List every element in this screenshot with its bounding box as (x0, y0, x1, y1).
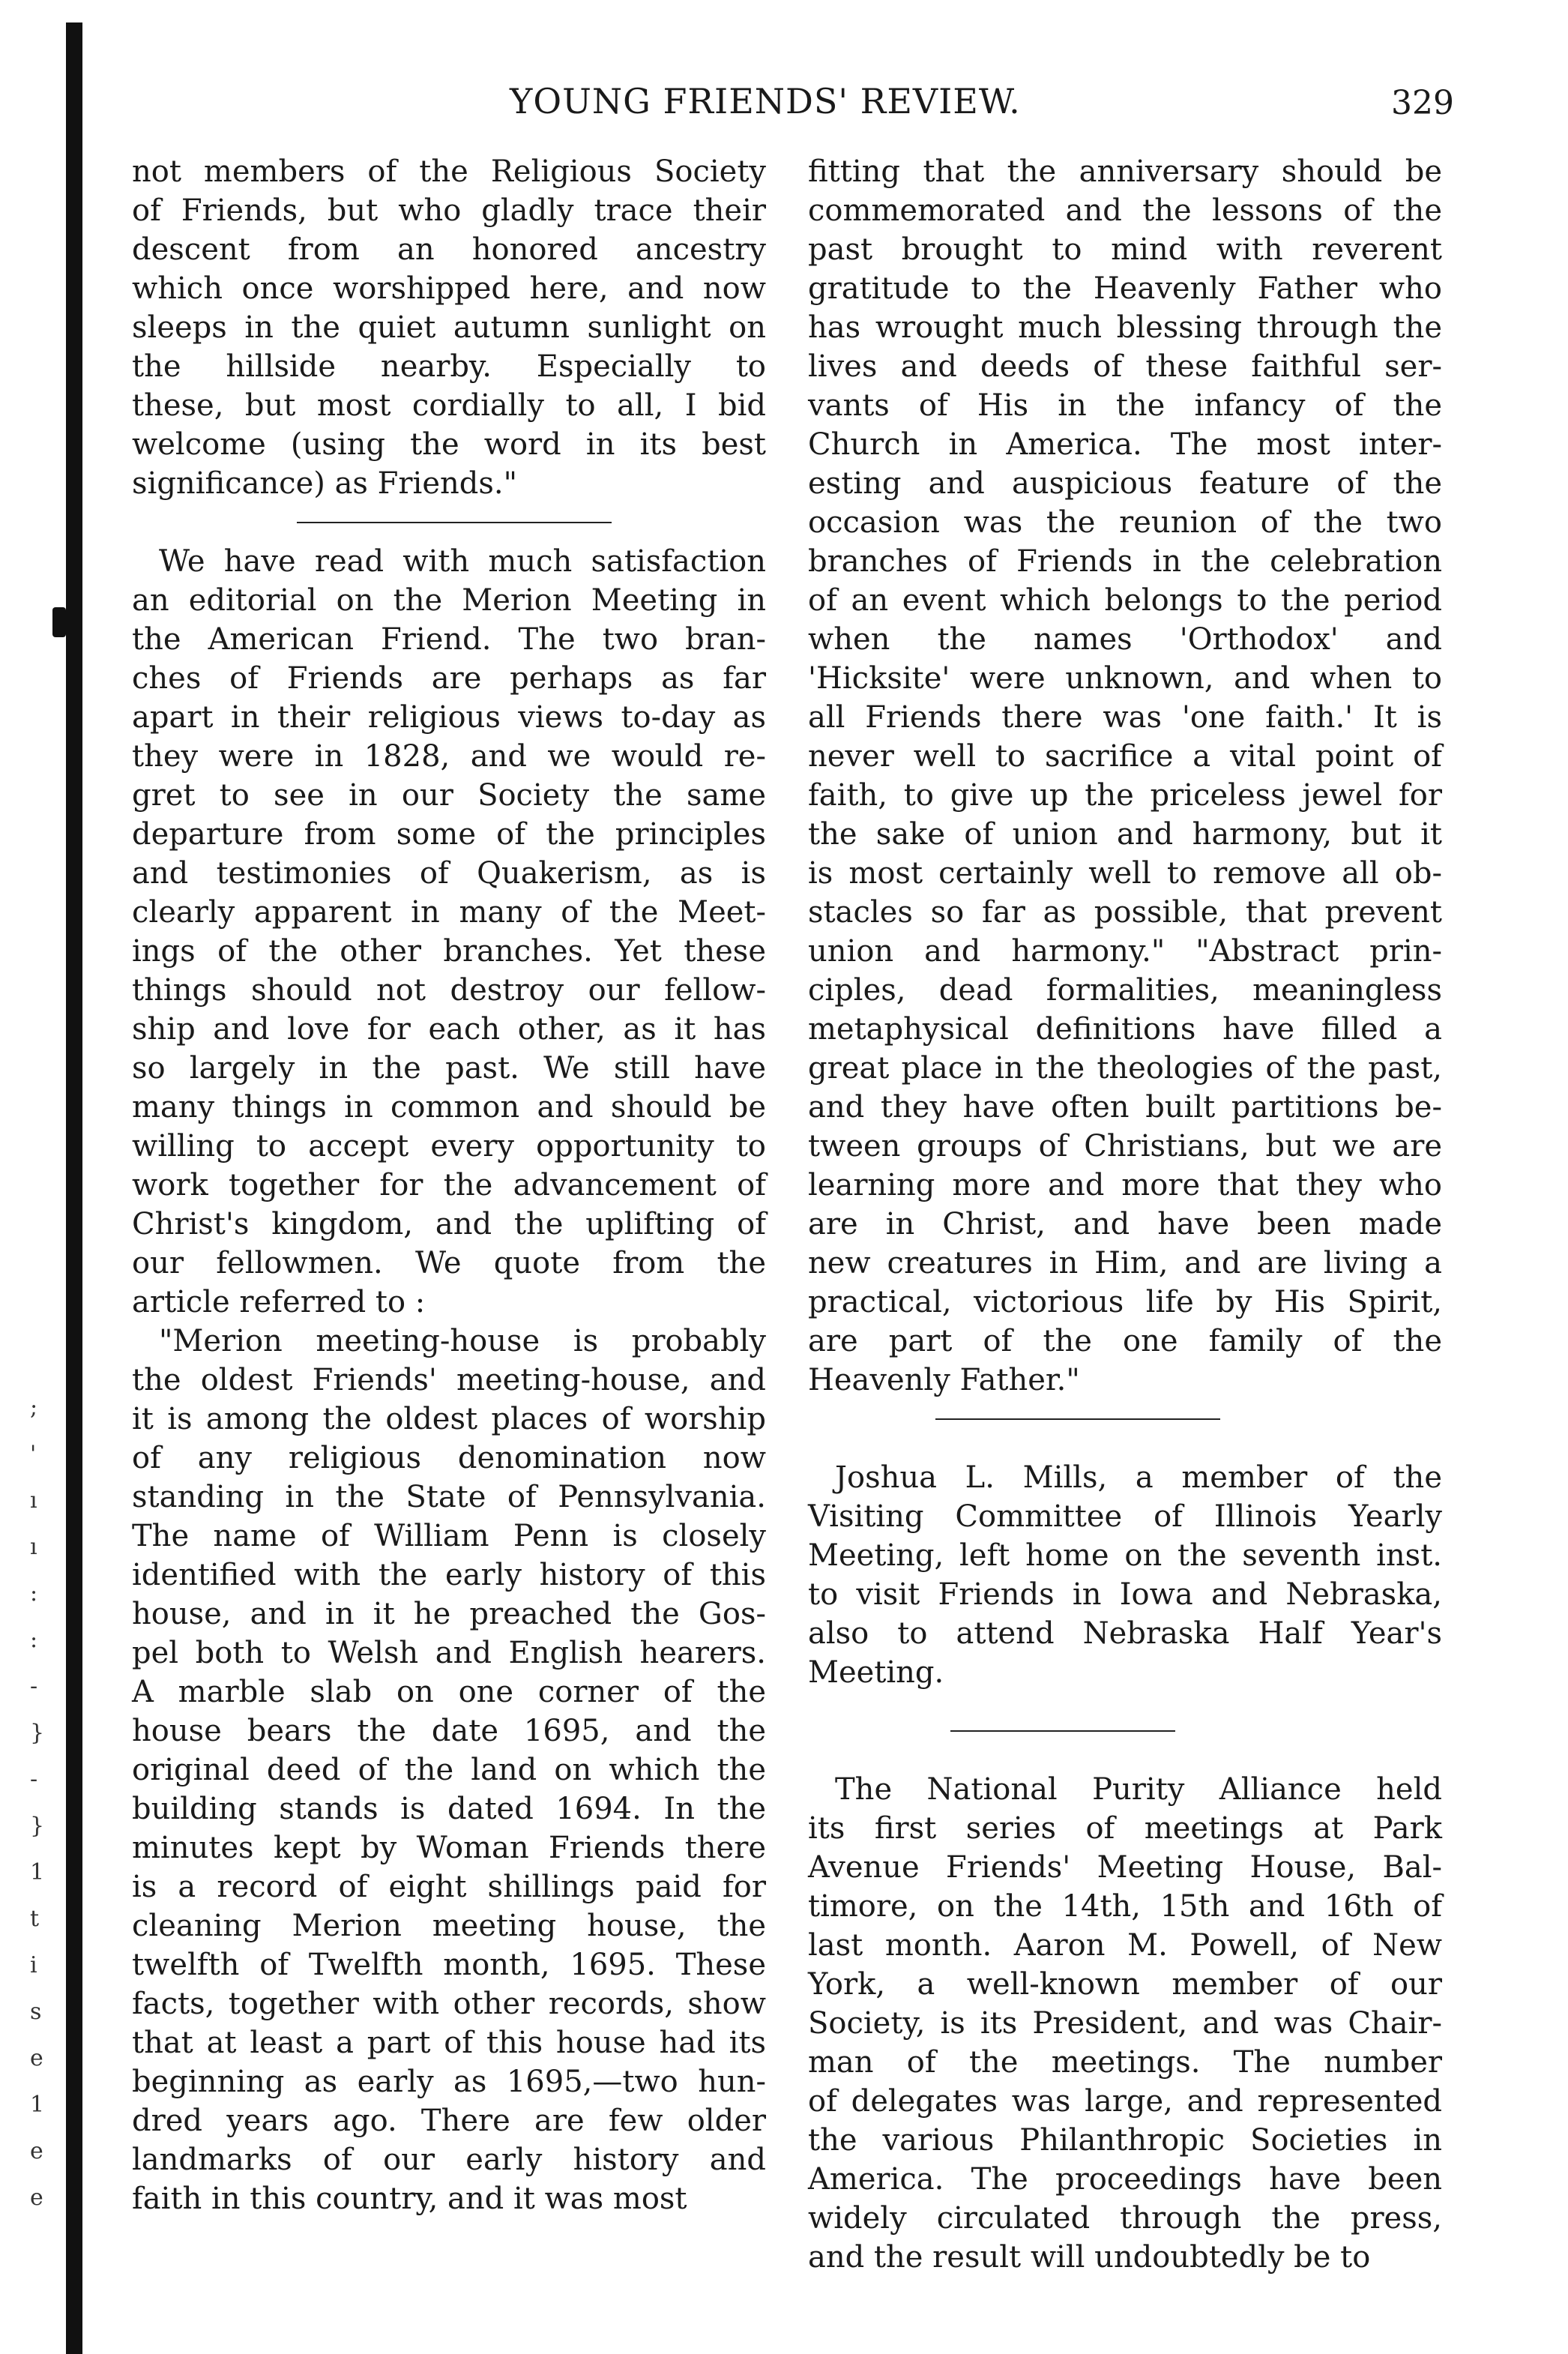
paragraph-merion-editorial (132, 542, 766, 1322)
text-line: ship and love for each other, as it has (132, 1012, 766, 1047)
text-line: the hillside nearby. Especially to (132, 349, 766, 384)
paragraph-purity-alliance (808, 1770, 1442, 2277)
text-line: minutes kept by Woman Friends there (132, 1831, 766, 1865)
running-head-title: YOUNG FRIENDS' REVIEW. (510, 81, 1021, 121)
text-line: of any religious denomination now (132, 1441, 766, 1475)
paragraph-merion-quote (132, 1322, 766, 2218)
text-line: many things in common and should be (132, 1090, 766, 1125)
text-line: house, and in it he preached the Gos- (132, 1597, 766, 1631)
text-line: Church in America. The most inter- (808, 427, 1442, 462)
text-line: the various Philanthropic Societies in (808, 2123, 1442, 2158)
text-line: pel both to Welsh and English hearers. (132, 1636, 766, 1670)
text-line: America. The proceedings have been (808, 2162, 1442, 2197)
section-rule (132, 503, 766, 542)
paragraph-joshua-mills (808, 1458, 1442, 1692)
text-line: our fellowmen. We quote from the (132, 1246, 766, 1280)
text-line: Christ's kingdom, and the uplifting of (132, 1207, 766, 1241)
text-line: dred years ago. There are few older (132, 2104, 766, 2138)
text-line: the oldest Friends' meeting-house, and (132, 1363, 766, 1397)
text-line: never well to sacrifice a vital point of (808, 739, 1442, 774)
text-line: so largely in the past. We still have (132, 1051, 766, 1086)
text-line: Avenue Friends' Meeting House, Bal- (808, 1850, 1442, 1885)
text-line: stacles so far as possible, that prevent (808, 895, 1442, 930)
text-line: York, a well-known member of our (808, 1967, 1442, 2002)
text-line: of Friends, but who gladly trace their (132, 193, 766, 228)
text-line: of an event which belongs to the period (808, 583, 1442, 618)
text-line: past brought to mind with reverent (808, 232, 1442, 267)
text-line: they were in 1828, and we would re- (132, 739, 766, 774)
margin-mark: - (30, 1766, 38, 1792)
text-line: union and harmony." "Abstract prin- (808, 934, 1442, 969)
text-line: Meeting. (808, 1655, 944, 1690)
text-line: gratitude to the Heavenly Father who (808, 271, 1442, 306)
text-line: all Friends there was 'one faith.' It is (808, 700, 1442, 735)
text-line: 'Hicksite' were unknown, and when to (808, 661, 1442, 696)
text-line: it is among the oldest places of worship (132, 1402, 766, 1436)
text-line: commemorated and the lessons of the (808, 193, 1442, 228)
text-line: occasion was the reunion of the two (808, 505, 1442, 540)
margin-mark: : (30, 1627, 38, 1653)
text-line: are in Christ, and have been made (808, 1207, 1442, 1241)
text-line: landmarks of our early history and (132, 2143, 766, 2177)
text-line: willing to accept every opportunity to (132, 1129, 766, 1164)
margin-mark: ı (30, 1487, 37, 1514)
text-line: fitting that the anniversary should be (808, 154, 1442, 189)
text-line: Heavenly Father." (808, 1363, 1080, 1397)
text-line: lives and deeds of these faithful ser- (808, 349, 1442, 384)
text-line: also to attend Nebraska Half Year's (808, 1616, 1442, 1651)
binding-notch (52, 607, 66, 637)
text-line: timore, on the 14th, 15th and 16th of (808, 1889, 1442, 1924)
margin-mark: : (30, 1580, 38, 1607)
text-line: facts, together with other records, show (132, 1987, 766, 2021)
text-line: vants of His in the infancy of the (808, 388, 1442, 423)
text-line: work together for the advancement of (132, 1168, 766, 1202)
text-line: cleaning Merion meeting house, the (132, 1909, 766, 1943)
margin-mark: ı (30, 1534, 37, 1560)
text-line: original deed of the land on which the (132, 1753, 766, 1787)
text-line: Joshua L. Mills, a member of the (835, 1460, 1442, 1495)
text-line: the American Friend. The two bran- (132, 622, 766, 657)
text-line: things should not destroy our fellow- (132, 973, 766, 1008)
text-line: gret to see in our Society the same (132, 778, 766, 813)
text-line: standing in the State of Pennsylvania. (132, 1480, 766, 1514)
section-rule (808, 1400, 1442, 1439)
text-line: building stands is dated 1694. In the (132, 1792, 766, 1826)
text-line: A marble slab on one corner of the (132, 1675, 766, 1709)
text-line: twelfth of Twelfth month, 1695. These (132, 1948, 766, 1982)
text-line: ches of Friends are perhaps as far (132, 661, 766, 696)
text-line: significance) as Friends." (132, 466, 518, 501)
page-number: 329 (1391, 84, 1454, 122)
margin-mark: 1 (30, 1859, 45, 1885)
text-line: clearly apparent in many of the Meet- (132, 895, 766, 930)
text-line: and they have often built partitions be- (808, 1090, 1442, 1125)
text-line: descent from an honored ancestry (132, 232, 766, 267)
running-head (0, 81, 1568, 126)
text-line: new creatures in Him, and are living a (808, 1246, 1442, 1280)
text-line: branches of Friends in the celebration (808, 544, 1442, 579)
text-line: welcome (using the word in its best (132, 427, 766, 462)
text-line: of delegates was large, and represented (808, 2084, 1442, 2119)
text-line: is a record of eight shillings paid for (132, 1870, 766, 1904)
paragraph-anniversary (808, 152, 1442, 1400)
margin-mark: t (30, 1906, 40, 1932)
text-line: to visit Friends in Iowa and Nebraska, (808, 1577, 1442, 1612)
text-line: has wrought much blessing through the (808, 310, 1442, 345)
margin-mark: s (30, 1999, 42, 2025)
text-line: apart in their religious views to-day as (132, 700, 766, 735)
text-line: tween groups of Christians, but we are (808, 1129, 1442, 1164)
text-line: not members of the Religious Society (132, 154, 766, 189)
text-line: article referred to : (132, 1285, 426, 1319)
text-line: great place in the theologies of the past, (808, 1051, 1442, 1086)
text-line: that at least a part of this house had its (132, 2026, 766, 2060)
margin-mark: 1 (30, 2092, 45, 2118)
text-line: sleeps in the quiet autumn sunlight on (132, 310, 766, 345)
text-line: esting and auspicious feature of the (808, 466, 1442, 501)
margin-mark: e (30, 2185, 43, 2211)
right-column (808, 152, 1442, 2277)
text-line: the sake of union and harmony, but it (808, 817, 1442, 852)
margin-mark: i (30, 1952, 37, 1978)
text-line: We have read with much satisfaction (159, 544, 766, 579)
text-line: house bears the date 1695, and the (132, 1714, 766, 1748)
text-line: learning more and more that they who (808, 1168, 1442, 1202)
text-line: and the result will undoubtedly be to (808, 2240, 1371, 2275)
left-column (132, 152, 766, 2218)
margin-mark: ; (30, 1394, 38, 1421)
text-line: which once worshipped here, and now (132, 271, 766, 306)
text-line: "Merion meeting-house is probably (159, 1324, 766, 1358)
paragraph-welcome-close (132, 152, 766, 503)
text-line: an editorial on the Merion Meeting in (132, 583, 766, 618)
text-line: is most certainly well to remove all ob- (808, 856, 1442, 891)
text-line: Society, is its President, and was Chair- (808, 2006, 1442, 2041)
margin-mark: } (30, 1813, 45, 1839)
margin-mark: } (30, 1720, 45, 1746)
text-line: beginning as early as 1695,—two hun- (132, 2065, 766, 2099)
text-line: identified with the early history of this (132, 1558, 766, 1592)
text-line: ings of the other branches. Yet these (132, 934, 766, 969)
text-line: Visiting Committee of Illinois Yearly (808, 1499, 1442, 1534)
section-rule (808, 1712, 1442, 1751)
text-line: these, but most cordially to all, I bid (132, 388, 766, 423)
margin-mark: e (30, 2045, 43, 2071)
text-line: ciples, dead formalities, meaningless (808, 973, 1442, 1008)
text-line: practical, victorious life by His Spirit, (808, 1285, 1442, 1319)
text-line: Meeting, left home on the seventh inst. (808, 1538, 1442, 1573)
text-line: The name of William Penn is closely (132, 1519, 766, 1553)
text-line: metaphysical definitions have filled a (808, 1012, 1442, 1047)
text-line: when the names 'Orthodox' and (808, 622, 1442, 657)
text-line: last month. Aaron M. Powell, of New (808, 1928, 1442, 1963)
text-line: and testimonies of Quakerism, as is (132, 856, 766, 891)
text-line: faith, to give up the priceless jewel for (808, 778, 1442, 813)
text-line: are part of the one family of the (808, 1324, 1442, 1358)
margin-mark: - (30, 1673, 38, 1700)
margin-mark: e (30, 2138, 43, 2164)
margin-mark: ' (30, 1441, 37, 1467)
text-line: its first series of meetings at Park (808, 1811, 1442, 1846)
text-line: faith in this country, and it was most (132, 2182, 687, 2216)
text-line: man of the meetings. The number (808, 2045, 1442, 2080)
text-line: The National Purity Alliance held (835, 1772, 1442, 1807)
text-line: departure from some of the principles (132, 817, 766, 852)
binding-edge (66, 22, 82, 2354)
text-line: widely circulated through the press, (808, 2201, 1442, 2236)
